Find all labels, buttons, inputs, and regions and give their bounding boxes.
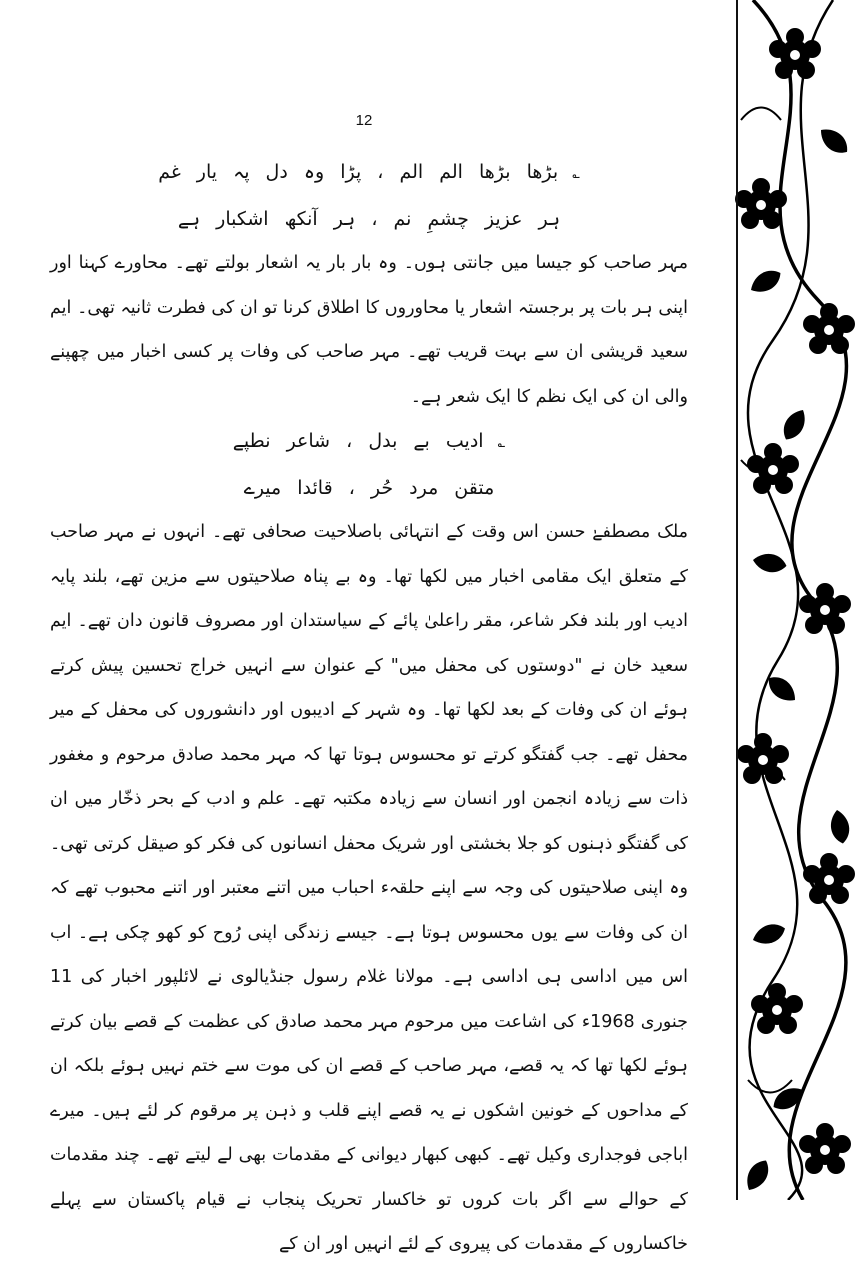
verse-mark: ؎ (572, 167, 580, 182)
floral-border (733, 0, 860, 1200)
verse-line (50, 466, 688, 510)
verse-text: ادیب بے بدل ، شاعر نطپے (232, 430, 484, 452)
verse-text: ہر عزیز چشمِ نم ، ہر آنکھ اشکبار ہے (177, 208, 561, 230)
page-number: 12 (355, 112, 373, 129)
verse-line (50, 150, 688, 197)
verse-text: متقن مرد حُر ، قائدا میرے (243, 477, 495, 499)
verse-mark: ؎ (497, 436, 506, 451)
paragraph: ملک مصطفےٰ حسن اس وقت کے انتہائی باصلاحیت صحافی تھے۔ انہوں نے مہر صاحب کے متعلق ایک مقامی اخبار میں لکھا تھا۔ وہ بے پناہ صلاحیتوں سے مزین تھے، بلند پایہ ادیب اور بلند فکر شاعر، مقر راعلیٰ پائے کے سیاستدان اور مصروف قانون دان تھے۔ ایم سعید خان نے "دوستوں کی محفل میں" کے عنوان سے انہیں خراج تحسین پیش کرتے ہوئے ان کی وفات کے بعد لکھا تھا۔ وہ شہر کے ادیبوں اور دانشوروں کی محفل کے میر محفل تھے۔ جب گفتگو کرتے تو محسوس ہوتا تھا کہ مہر محمد صادق مرحوم و مغفور ذات سے زیادہ انجمن اور انسان سے زیادہ مکتبہ تھے۔ علم و ادب کے بحر ذخّار میں ان کی گفتگو ذہنوں کو جلا بخشتی اور شریک محفل انسانوں کی فکر کو صیقل کرتی تھی۔ وہ اپنی صلاحیتوں کی وجہ سے اپنے حلقہء احباب میں اتنے معتبر اور اتنے محبوب تھے کہ ان کی وفات سے یوں محسوس ہوتا ہے۔ جیسے زندگی اپنی رُوح کو کھو چکی ہے۔ اب اس میں اداسی ہی اداسی ہے۔ مولانا غلام رسول جنڈیالوی نے لائلپور اخبار کی 11 جنوری 1968ء کی اشاعت میں مرحوم مہر محمد صادق کی عظمت کے قصے بیان کرتے ہوئے لکھا تھا کہ یہ قصے، مہر صاحب کے قصے ان کی موت سے ختم نہیں ہوئے بلکہ ان کے مداحوں کے خونین اشکوں نے یہ قصے اپنے قلب و ذہن پر مرقوم کر لئے ہیں۔ میرے اباجی فوجداری وکیل تھے۔ کبھی کبھار دیوانی کے مقدمات بھی لے لیتے تھے۔ چند مقدمات کے حوالے سے اگر بات کروں تو خاکسار تحریک پنجاب نے قیام پاکستان سے پہلے خاکساروں کے مقدمات کی پیروی کے لئے انہیں اور ان کے (50, 522, 688, 1254)
verse-text: بڑھا بڑھا الم الم ، پڑا وہ دل پہ یار غم (158, 161, 559, 183)
border-rule (736, 0, 738, 1200)
page-body (50, 150, 688, 1267)
verse-line (50, 197, 688, 241)
verse-line (50, 419, 688, 466)
paragraph: مہر صاحب کو جیسا میں جانتی ہوں۔ وہ بار بار یہ اشعار بولتے تھے۔ محاورے کہنا اور اپنی ہر بات پر برجستہ اشعار یا محاوروں کا اطلاق کرنا تو ان کی فطرت ثانیہ تھی۔ ایم سعید قریشی ان سے بہت قریب تھے۔ مہر صاحب کی وفات پر کسی اخبار میں چھپنے والی ان کی ایک نظم کا ایک شعر ہے۔ (50, 253, 688, 407)
floral-border-art (733, 0, 860, 1200)
